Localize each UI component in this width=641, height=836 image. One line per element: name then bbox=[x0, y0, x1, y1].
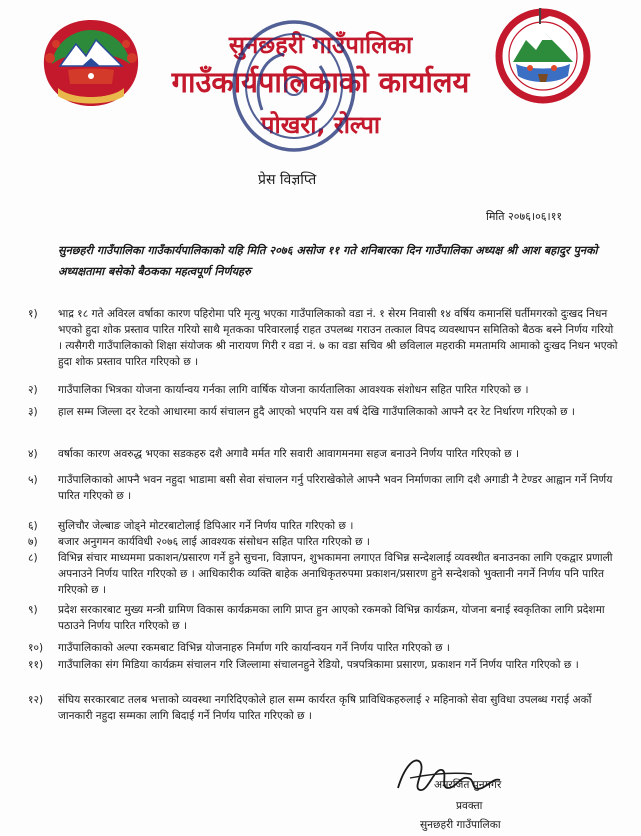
item-number: १०) bbox=[28, 642, 44, 654]
list-item bbox=[28, 640, 618, 656]
signatory-name: अमरजित पुनमगर bbox=[434, 779, 502, 791]
item-number: २) bbox=[28, 384, 38, 396]
signatory-org: सुनछहरी गाउँपालिका bbox=[420, 819, 501, 831]
list-item bbox=[28, 602, 618, 634]
list-item bbox=[28, 657, 618, 673]
item-text: वर्षाका कारण अवरुद्ध भएका सडकहरु दशै अगावै मर्मत गरि सवारी आवागमनमा सहज बनाउने निर्णय पारित गरिएको छ । bbox=[58, 448, 520, 460]
item-text: बजार अनुगमन कार्यविधी २०७६ लाई आवश्यक संसोधन सहित पारित गरिएको छ । bbox=[58, 536, 370, 548]
item-text: संघिय सरकारबाट तलब भत्ताको व्यवस्था नगरिदिएकोले हाल सम्म कार्यरत कृषि प्राविधिकहरुलाई २ महिनाको सेवा सुविधा उपलब्ध गराई अर्को जानकारी नहुदा सम्मका लागि बिदाई गर्ने निर्णय पारित गरिएको छ । bbox=[58, 694, 592, 722]
item-number: ६) bbox=[28, 520, 38, 532]
municipality-name: सुनछहरी गाउँपालिका bbox=[228, 31, 413, 59]
item-number: ९) bbox=[28, 604, 38, 616]
signature-icon bbox=[390, 748, 510, 806]
list-item bbox=[28, 382, 618, 398]
item-text: गाउँपालिका भित्रका योजना कार्यान्वय गर्नका लागि वार्षिक योजना कार्यतालिका आवश्यक संशोधन सहित पारित गरिएको छ । bbox=[58, 384, 529, 396]
item-number: ७) bbox=[28, 536, 38, 548]
item-text: हाल सम्म जिल्ला दर रेटको आधारमा कार्य संचालन हुदै आएको भएपनि यस वर्ष देखि गाउँपालिकाको आफ्नै दर रेट निर्धारण गरिएको छ । bbox=[58, 406, 575, 418]
item-number: १) bbox=[28, 308, 38, 320]
item-text: गाउँपालिका संग मिडिया कार्यक्रम संचालन गरि जिल्लामा संचालनहुने रेडियो, पत्रपत्रिकामा प्रसारण, प्रकाशन गर्ने निर्णय पारित गरिएको छ । bbox=[58, 659, 579, 671]
document-date: मिति २०७६।०६।११ bbox=[486, 210, 563, 223]
item-number: ८) bbox=[28, 552, 38, 564]
item-number: १२) bbox=[28, 694, 44, 706]
list-item bbox=[28, 692, 618, 724]
item-text: प्रदेश सरकारबाट मुख्य मन्त्री ग्रामिण विकास कार्यक्रमका लागि प्राप्त हुन आएको रकमको विभिन्न कार्यक्रम, योजना बनाई स्वकृतिका लागि प्रदेशमा पठाउने निर्णय पारित गरिएको छ । bbox=[58, 604, 605, 632]
office-address: पोखरा, रोल्पा bbox=[260, 111, 381, 139]
item-number: ११) bbox=[28, 659, 44, 671]
list-item bbox=[28, 472, 618, 504]
item-number: ५) bbox=[28, 474, 38, 486]
item-number: ४) bbox=[28, 448, 38, 460]
item-text: गाउँपालिकाको आफ्नै भवन नहुदा भाडामा बसी सेवा संचालन गर्नु परिराखेकोले आफ्नै भवन निर्माणका लागि दशै अगाडी नै टेण्डर आह्वान गर्ने निर्णय पारित गरिएको छ । bbox=[58, 474, 613, 502]
office-name: गाउँकार्यपालिकाको कार्यालय bbox=[171, 65, 470, 99]
list-item bbox=[28, 550, 618, 598]
item-text: विभिन्न संचार माध्यममा प्रकाशन/प्रसारण गर्ने हुने सुचना, विज्ञापन, शुभकामना लगाएत विभिन्न सन्देशलाई व्यवस्थीत बनाउनका लागि एकद्वार प्रणाली अपनाउने निर्णय पारित गरिएको छ । आधिकारीक व्यक्ति बाहेक अनाधिकृतरुपमा प्रकाशन/प्रसारण हुने सन्देशको भुक्तानी नगर्ने निर्णय पनि पारित गरिएको छ । bbox=[58, 552, 613, 596]
list-item bbox=[28, 518, 618, 534]
list-item bbox=[28, 446, 618, 462]
item-text: सुलिचौर जेल्बाङ जोड्ने मोटरबाटोलाई डिपिआर गर्ने निर्णय पारित गरिएको छ । bbox=[58, 520, 354, 532]
meeting-intro: सुनछहरी गाउँपालिका गाउँकार्यपालिकाको यहि मिति २०७६ असोज ११ गते शनिबारका दिन गाउँपालिका अध्यक्ष श्री आश बहादुर पुनको अध्यक्षतामा बसेको बैठकका महत्वपूर्ण निर्णयहरु bbox=[58, 244, 598, 278]
office-stamp-icon bbox=[222, 14, 362, 160]
list-item bbox=[28, 306, 618, 370]
list-item bbox=[28, 534, 618, 550]
item-text: गाउँपालिकाको अल्पा रकमबाट विभिन्न योजनाहरु निर्माण गरि कार्यान्वयन गर्ने निर्णय पारित गरिएको छ । bbox=[58, 642, 450, 654]
item-number: ३) bbox=[28, 406, 38, 418]
signatory-role: प्रवक्ता bbox=[456, 800, 483, 812]
item-text: भाद्र १८ गते अविरल वर्षाका कारण पहिरोमा परि मृत्यु भएका गाउँपालिकाको वडा नं. १ सेरम निवासी १४ वर्षिय कमानसिं घर्तीमगरको दुःखद निधन भएको हुदा शोक प्रस्ताव पारित गरियो साथै मृतकका परिवारलाई राहत उपलब्ध गराउन तत्काल विपद व्यवस्थापन समितिको बैठक बस्ने निर्णय गरियो । त्यसैगरी गाउँपालिकाको शिक्षा संयोजक श्री नारायण गिरी र वडा नं. ७ का वडा सचिव श्री छविलाल महराकी ममतामयि आमाको दुःखद निधन भएको हुदा शोक प्रस्ताव पारित गरिएको छ । bbox=[58, 308, 618, 368]
press-release-title: प्रेस विज्ञप्ति bbox=[258, 172, 317, 188]
list-item bbox=[28, 404, 618, 420]
